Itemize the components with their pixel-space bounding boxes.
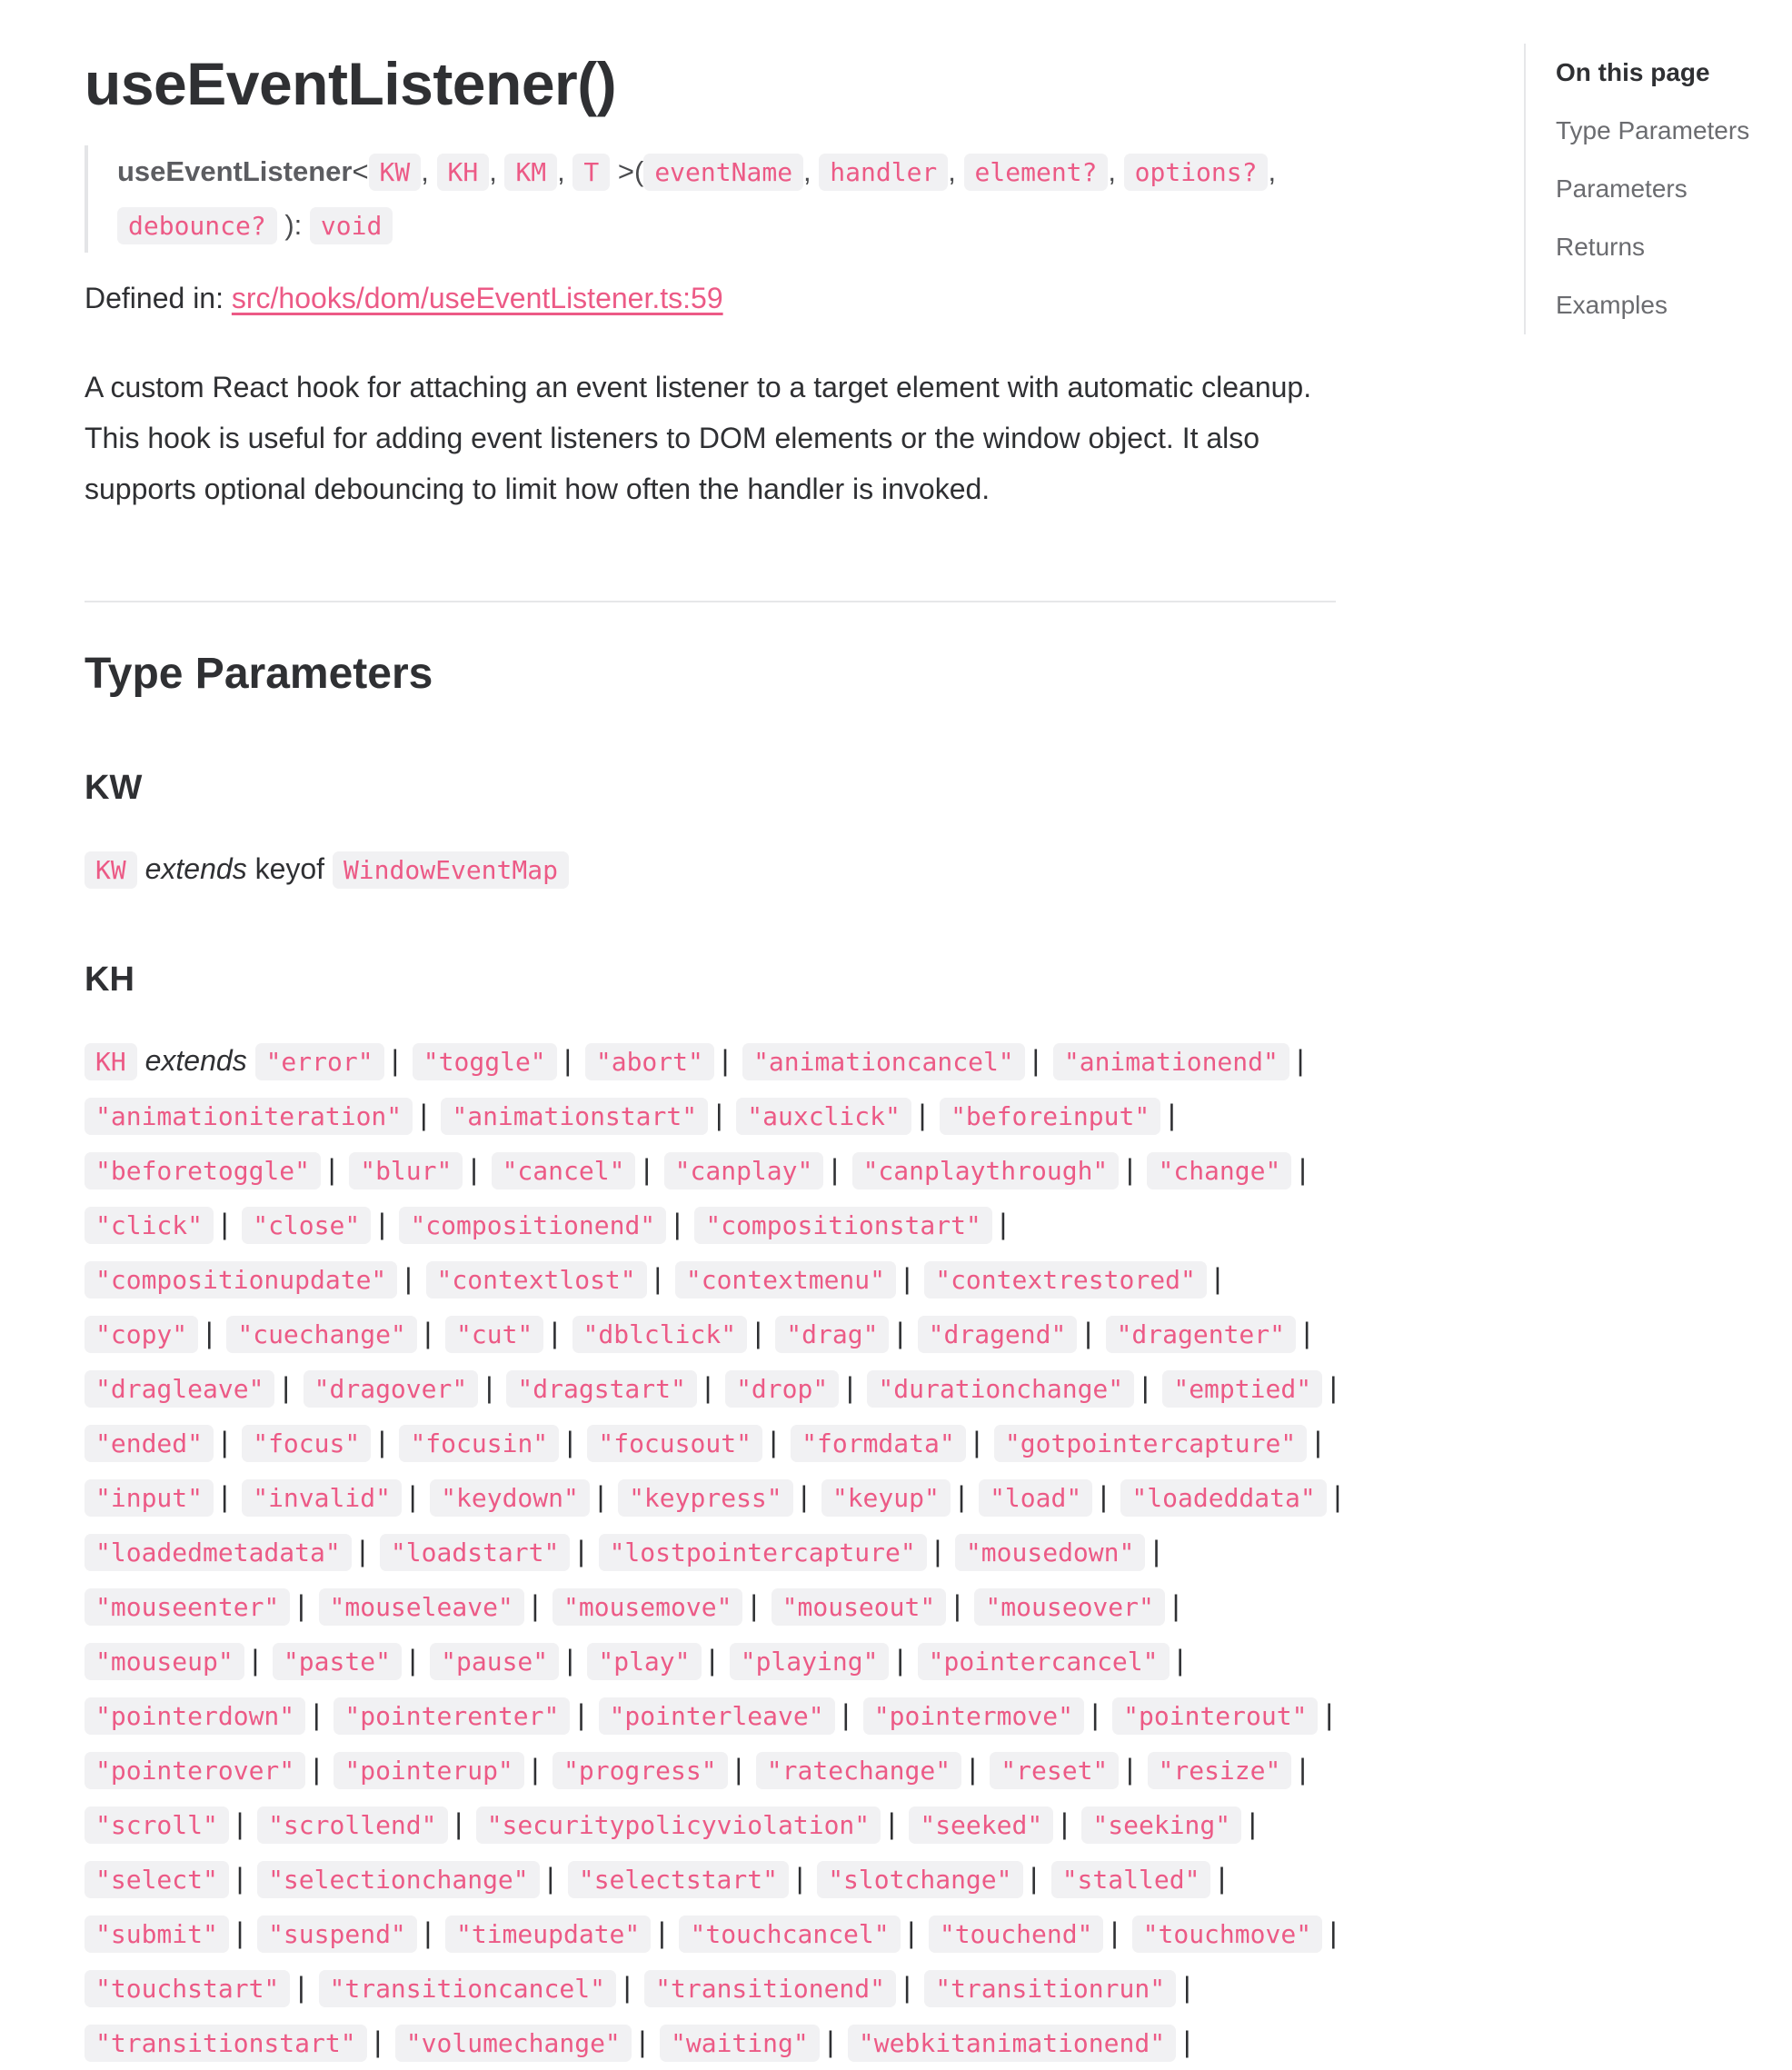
event-name: "keydown" [430,1479,590,1517]
event-name: "beforeinput" [940,1098,1160,1135]
event-name: "formdata" [791,1425,966,1462]
event-name: "suspend" [257,1916,417,1953]
event-name: "blur" [349,1152,463,1189]
event-name: "scroll" [85,1806,229,1844]
defined-in [85,282,723,315]
event-name: "select" [85,1861,229,1898]
event-name: "abort" [585,1043,714,1080]
event-name: "pause" [430,1643,559,1680]
event-name: "submit" [85,1916,229,1953]
signature-param: element? [964,154,1109,191]
event-name: "seeked" [909,1806,1053,1844]
event-name: "focusout" [587,1425,762,1462]
event-name: "mouseenter" [85,1588,290,1626]
event-name: "transitionrun" [924,1970,1176,2007]
description: A custom React hook for attaching an event listener to a target element with automatic cleanup. This hook is useful for adding event listeners to DOM elements or the window object. It also supports optional debouncing to limit how often the handler is invoked. [85,371,1312,505]
toc-title: On this page [1556,58,1710,86]
kw-definition [85,842,569,897]
event-name: "securitypolicyviolation" [476,1806,881,1844]
event-name: "loadedmetadata" [85,1534,352,1571]
event-name: "emptied" [1162,1370,1322,1408]
event-name: "transitioncancel" [319,1970,616,2007]
event-name: "slotchange" [817,1861,1022,1898]
defined-in-label: Defined in: [85,282,224,314]
event-name: "touchcancel" [679,1916,900,1953]
event-name: "volumechange" [395,2025,632,2062]
type-parameters-heading: Type Parameters [85,650,433,698]
event-name: "paste" [273,1643,402,1680]
source-link[interactable]: src/hooks/dom/useEventListener.ts:59 [231,282,723,314]
event-name: "compositionend" [399,1207,666,1244]
event-name: "progress" [553,1752,728,1789]
event-name: "reset" [990,1752,1119,1789]
event-name: "mouseout" [772,1588,947,1626]
event-name: "auxclick" [736,1098,911,1135]
event-name: "pointerup" [334,1752,523,1789]
event-name: "input" [85,1479,214,1517]
event-name: "dragenter" [1106,1316,1296,1353]
kw-heading: KW [85,769,143,807]
event-name: "pointerleave" [599,1697,835,1735]
signature-type-param: T [572,154,610,191]
event-name: "drop" [725,1370,839,1408]
event-name: "mouseover" [974,1588,1164,1626]
event-name: "error" [255,1043,384,1080]
event-name: "compositionupdate" [85,1261,397,1299]
signature-param: eventName [643,154,803,191]
event-name: "dragstart" [506,1370,696,1408]
event-name: "contextmenu" [675,1261,896,1299]
signature-param: handler [819,154,948,191]
event-name: "invalid" [242,1479,402,1517]
divider [85,601,1336,602]
event-name: "canplaythrough" [852,1152,1120,1189]
event-name: "mouseup" [85,1643,244,1680]
event-name: "pointerdown" [85,1697,305,1735]
event-name: "canplay" [664,1152,824,1189]
event-name: "scrollend" [257,1806,447,1844]
kw-keyof: keyof [254,852,325,885]
kw-code: KW [85,851,137,889]
event-name: "durationchange" [867,1370,1134,1408]
kh-heading: KH [85,960,134,999]
event-name: "dragend" [918,1316,1078,1353]
event-name: "lostpointercapture" [599,1534,927,1571]
event-name: "animationcancel" [742,1043,1025,1080]
event-name: "loadstart" [380,1534,570,1571]
event-name: "animationiteration" [85,1098,413,1135]
event-name: "dblclick" [572,1316,748,1353]
event-name: "compositionstart" [694,1207,991,1244]
signature-name: useEventListener [117,155,353,187]
event-name: "pointercancel" [918,1643,1170,1680]
event-name: "pointermove" [863,1697,1084,1735]
event-name: "focusin" [399,1425,559,1462]
event-name: "resize" [1148,1752,1292,1789]
event-name: "focus" [242,1425,371,1462]
event-name: "keyup" [821,1479,951,1517]
event-name: "dragleave" [85,1370,274,1408]
event-name: "mousemove" [553,1588,742,1626]
event-name: "ratechange" [756,1752,961,1789]
signature-param: debounce? [117,207,277,244]
event-name: "selectstart" [568,1861,789,1898]
event-name: "dragover" [304,1370,479,1408]
event-name: "webkitanimationend" [848,2025,1176,2062]
signature-type-param: KW [369,154,422,191]
kh-definition: KH extends "error" | "toggle" | "abort" | "animationcancel" | "animationend" | "animationiteration" | "animationstart" | "auxclick" | "beforeinput" | "beforetoggle" | "blur" | "cancel" | "canplay" | "canplaythrough" | "change" | "click" | "close" | "compositionend" | "compositionstart" | "compositionupdate" | "contextlost" | "contextmenu" | "contextrestored" | "copy" | "cuechange" | "cut" | "dblclick" | "drag" | "dragend" | "dragenter" | "dragleave" | "dragover" | "dragstart" | "drop" | "durationchange" | "emptied" | "ended" | "focus" | "focusin" | "focusout" | "formdata" | "gotpointercapture" | "input" | "invalid" | "keydown" | "keypress" | "keyup" | "load" | "loadeddata" | "loadedmetadata" | "loadstart" | "lostpointercapture" | "mousedown" | "mouseenter" | "mouseleave" | "mousemove" | "mouseout" | "mouseover" | "mouseup" | "paste" | "pause" | "play" | "playing" | "pointercancel" | "pointerdown" | "pointerenter" | "pointerleave" | "pointermove" | "pointerout" | "pointerover" | "pointerup" | "progress" | "ratechange" | "reset" | "resize" | "scroll" | "scrollend" | "securitypolicyviolation" | "seeked" | "seeking" | "select" | "selectionchange" | "selectstart" | "slotchange" | "stalled" | "submit" | "suspend" | "timeupdate" | "touchcancel" | "touchend" | "touchmove" | "touchstart" | "transitioncancel" | "transitionend" | "transitionrun" | "transitionstart" | "volumechange" | "waiting" | "webkitanimationend" | [85,1034,1352,2070]
toc-item-type-parameters[interactable]: Type Parameters [1556,116,1750,144]
event-name: "touchstart" [85,1970,290,2007]
page-title: useEventListener() [85,50,617,117]
event-name: "timeupdate" [445,1916,651,1953]
event-name: "beforetoggle" [85,1152,321,1189]
toc-item-parameters[interactable]: Parameters [1556,174,1687,203]
event-name: "animationend" [1053,1043,1289,1080]
event-name: "ended" [85,1425,214,1462]
event-name: "seeking" [1081,1806,1241,1844]
event-name: "pointerout" [1112,1697,1318,1735]
event-name: "selectionchange" [257,1861,540,1898]
event-name: "mousedown" [955,1534,1145,1571]
function-signature: useEventListener< KW , KH , KM , T >( eventName , handler , element? , options? , debounce? ): void [85,145,1339,253]
event-name: "cancel" [492,1152,636,1189]
event-name: "change" [1147,1152,1291,1189]
event-name: "playing" [730,1643,890,1680]
event-name: "contextrestored" [924,1261,1207,1299]
toc-item-returns[interactable]: Returns [1556,233,1646,261]
event-name: "touchmove" [1132,1916,1322,1953]
event-name: "pointerover" [85,1752,305,1789]
event-name: "toggle" [413,1043,557,1080]
signature-type-param: KM [504,154,557,191]
event-name: "touchend" [929,1916,1104,1953]
kw-type: WindowEventMap [333,851,569,889]
event-name: "close" [242,1207,371,1244]
event-name: "animationstart" [441,1098,708,1135]
signature-type-param: KH [437,154,490,191]
event-name: "gotpointercapture" [994,1425,1307,1462]
kh-code: KH [85,1043,137,1080]
toc-item-examples[interactable]: Examples [1556,291,1668,319]
event-name: "click" [85,1207,214,1244]
event-name: "cuechange" [226,1316,416,1353]
kh-extends: extends [144,1044,247,1077]
event-name: "transitionend" [644,1970,896,2007]
kw-extends: extends [144,852,247,885]
event-name: "transitionstart" [85,2025,367,2062]
event-name: "keypress" [618,1479,793,1517]
event-name: "stalled" [1051,1861,1211,1898]
event-name: "pointerenter" [334,1697,570,1735]
event-name: "copy" [85,1316,198,1353]
event-name: "cut" [445,1316,543,1353]
event-name: "mouseleave" [319,1588,524,1626]
event-name: "loadeddata" [1120,1479,1326,1517]
event-name: "drag" [775,1316,889,1353]
event-name: "play" [587,1643,701,1680]
table-of-contents [1524,44,1792,334]
event-name: "waiting" [660,2025,820,2062]
signature-param: options? [1124,154,1269,191]
event-name: "contextlost" [426,1261,647,1299]
signature-return-type: void [310,207,393,244]
event-name: "load" [979,1479,1092,1517]
